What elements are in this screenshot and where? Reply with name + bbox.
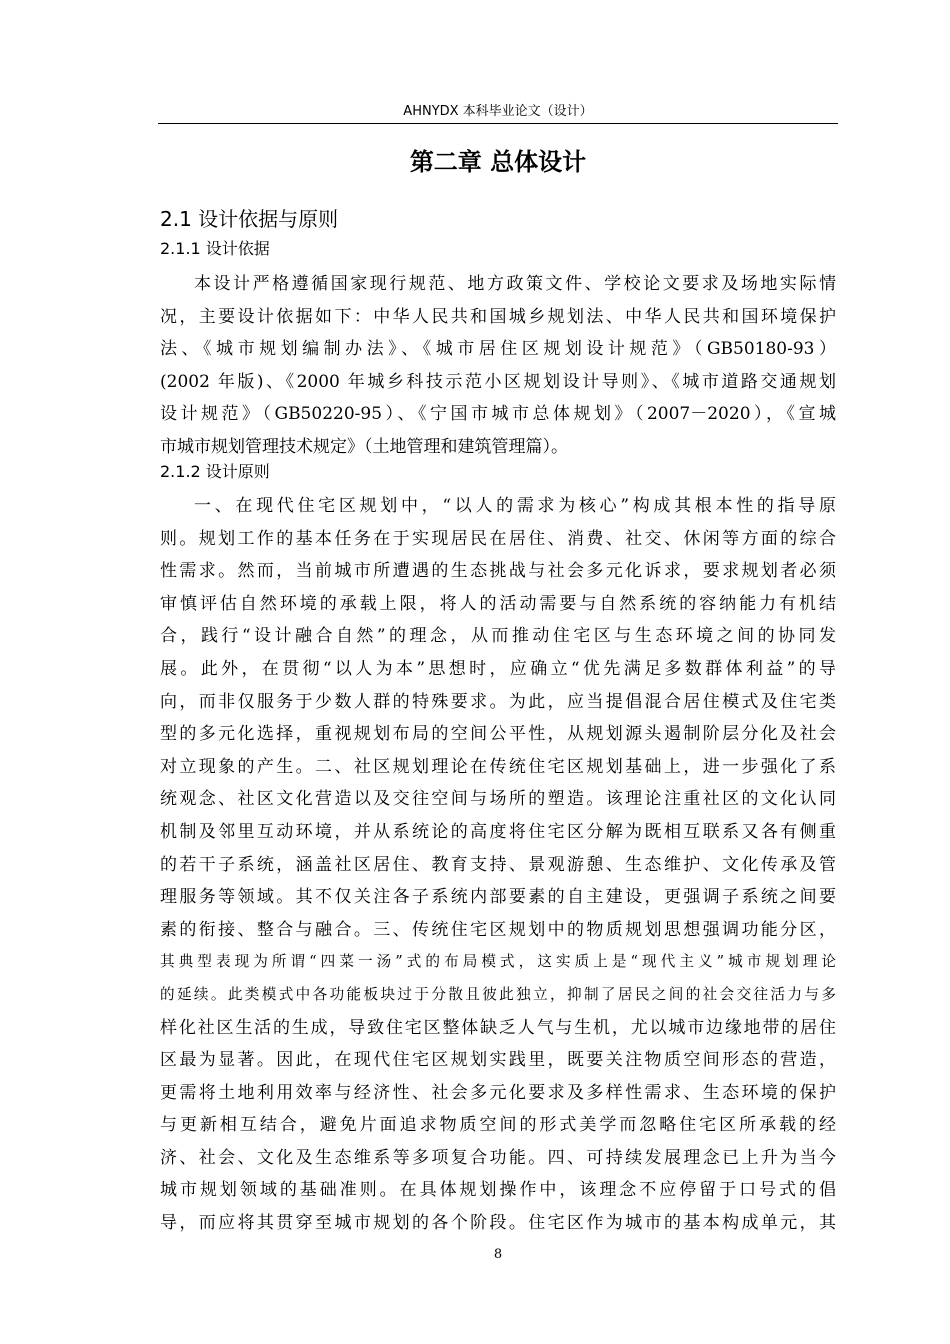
subsection-heading-2-1-2: 2.1.2 设计原则 — [160, 462, 270, 481]
text-line: 审慎评估自然环境的承载上限，将人的活动需要与自然系统的容纳能力有机结 — [160, 593, 836, 614]
text-line: 对立现象的产生。二、社区规划理论在传统住宅区规划基础上，进一步强化了系 — [160, 756, 836, 777]
text-line: 机制及邻里互动环境，并从系统论的高度将住宅区分解为既相互联系又各有侧重 — [160, 821, 836, 842]
text-line: 展。此外，在贯彻“以人为本”思想时，应确立“优先满足多数群体利益”的导 — [160, 658, 836, 679]
text-line: 样化社区生活的生成，导致住宅区整体缺乏人气与生机，尤以城市边缘地带的居住 — [160, 1017, 836, 1038]
paragraph-design-basis — [160, 268, 836, 464]
text-line: 更需将土地利用效率与经济性、社会多元化要求及多样性需求、生态环境的保护 — [160, 1082, 836, 1103]
text-line: 型的多元化选择，重视规划布局的空间公平性，从规划源头遏制阶层分化及社会 — [160, 724, 836, 745]
text-line: 的若干子系统，涵盖社区居住、教育支持、景观游憩、生态维护、文化传承及管 — [160, 854, 836, 875]
text-line: 况，主要设计依据如下：中华人民共和国城乡规划法、中华人民共和国环境保护 — [160, 306, 836, 327]
paragraph-design-principles — [160, 490, 836, 1240]
chapter-title: 第二章 总体设计 — [409, 148, 587, 176]
running-header: AHNYDX 本科毕业论文（设计） — [403, 104, 593, 119]
text-line: 向，而非仅服务于少数人群的特殊要求。为此，应当提倡混合居住模式及住宅类 — [160, 691, 836, 712]
text-line: 与更新相互结合，避免片面追求物质空间的形式美学而忽略住宅区所承载的经 — [160, 1115, 836, 1136]
text-line: (2002 年版)、《2000 年城乡科技示范小区规划设计导则》、《城市道路交通规划 — [160, 371, 836, 392]
text-line: 济、社会、文化及生态维系等多项复合功能。四、可持续发展理念已上升为当今 — [160, 1147, 836, 1168]
text-line: 则。规划工作的基本任务在于实现居民在居住、消费、社交、休闲等方面的综合 — [160, 528, 836, 549]
text-line: 的延续。此类模式中各功能板块过于分散且彼此独立，抑制了居民之间的社会交往活力与多 — [160, 985, 836, 1003]
text-line: 统观念、社区文化营造以及交往空间与场所的塑造。该理论注重社区的文化认同 — [160, 789, 836, 810]
subsection-heading-2-1-1: 2.1.1 设计依据 — [160, 239, 270, 258]
text-line: 导，而应将其贯穿至城市规划的各个阶段。住宅区作为城市的基本构成单元，其 — [160, 1213, 836, 1234]
text-line: 一、在现代住宅区规划中，“以人的需求为核心”构成其根本性的指导原 — [194, 496, 836, 516]
text-line: 区最为显著。因此，在现代住宅区规划实践里，既要关注物质空间形态的营造， — [160, 1050, 836, 1071]
text-line: 城市规划领域的基础准则。在具体规划操作中，该理念不应停留于口号式的倡 — [160, 1180, 836, 1201]
text-line: 法、《城市规划编制办法》、《城市居住区规划设计规范》（GB50180-93） — [160, 339, 836, 360]
text-line: 素的衔接、整合与融合。三、传统住宅区规划中的物质规划思想强调功能分区， — [160, 919, 836, 940]
text-line: 理服务等领域。其不仅关注各子系统内部要素的自主建设，更强调子系统之间要 — [160, 887, 836, 908]
text-line: 性需求。然而，当前城市所遭遇的生态挑战与社会多元化诉求，要求规划者必须 — [160, 561, 836, 582]
text-line: 市城市规划管理技术规定》（土地管理和建筑管理篇）。 — [160, 436, 568, 457]
text-line: 设计规范》（GB50220-95）、《宁国市城市总体规划》（2007－2020），《宣城 — [160, 404, 836, 425]
section-heading-2-1: 2.1 设计依据与原则 — [160, 207, 339, 231]
text-line: 合，践行“设计融合自然”的理念，从而推动住宅区与生态环境之间的协同发 — [160, 626, 836, 647]
header-rule — [158, 123, 838, 124]
page-number: 8 — [493, 1247, 503, 1262]
text-line: 其典型表现为所谓“四菜一汤”式的布局模式，这实质上是“现代主义”城市规划理论 — [160, 953, 836, 971]
text-line: 本设计严格遵循国家现行规范、地方政策文件、学校论文要求及场地实际情 — [194, 274, 836, 294]
